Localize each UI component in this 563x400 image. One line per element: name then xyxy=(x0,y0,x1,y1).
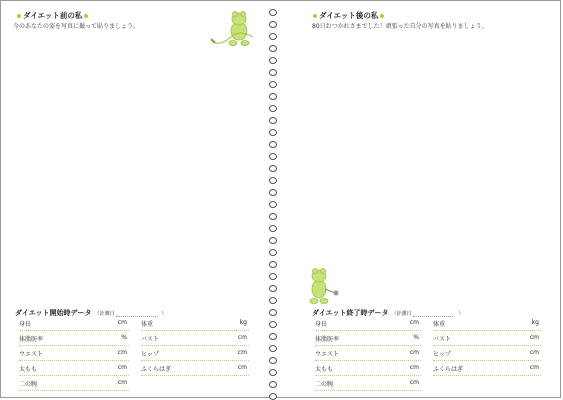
measurement-row[interactable] xyxy=(315,376,421,391)
row-label: 二の腕 xyxy=(19,381,38,388)
row-unit: cm xyxy=(409,319,419,326)
row-label: 体脂肪率 xyxy=(19,336,44,343)
measurement-row[interactable] xyxy=(19,361,129,376)
binding-ring-icon xyxy=(269,93,277,100)
title-text: ダイエット前の私 xyxy=(23,11,83,20)
row-unit: cm xyxy=(117,349,127,356)
row-unit: cm xyxy=(237,364,247,371)
date-label: （計測日 xyxy=(94,311,115,317)
date-close: ） xyxy=(161,311,167,317)
page-subtitle: 80日おつかれさまでした！頑張った自分の写真を貼りましょう。 xyxy=(312,23,488,30)
frog-dumbbell-icon xyxy=(305,267,341,307)
row-unit: cm xyxy=(117,364,127,371)
spiral-binding xyxy=(267,1,281,399)
row-label: バスト xyxy=(433,336,452,343)
binding-ring-icon xyxy=(269,357,277,364)
left-page xyxy=(1,1,266,399)
row-unit: cm xyxy=(409,349,419,356)
bullet-dot-icon xyxy=(313,14,317,18)
row-unit: cm xyxy=(409,364,419,371)
binding-ring-icon xyxy=(269,249,277,256)
row-label: 身長 xyxy=(19,321,32,328)
measurement-row[interactable] xyxy=(19,331,129,346)
binding-ring-icon xyxy=(269,177,277,184)
row-label: ウエスト xyxy=(315,351,340,358)
data-title-text: ダイエット開始時データ xyxy=(15,309,92,317)
row-unit: cm xyxy=(409,379,419,386)
binding-ring-icon xyxy=(269,201,277,208)
binding-ring-icon xyxy=(269,381,277,388)
measurement-row[interactable] xyxy=(315,331,421,346)
row-line xyxy=(433,375,541,376)
binding-ring-icon xyxy=(269,9,277,16)
row-line xyxy=(141,375,249,376)
page-title xyxy=(311,10,386,21)
row-unit: cm xyxy=(529,349,539,356)
binding-ring-icon xyxy=(269,309,277,316)
row-unit: % xyxy=(121,334,127,341)
bullet-dot-icon xyxy=(380,14,384,18)
row-label: 体重 xyxy=(141,321,154,328)
right-page xyxy=(301,1,563,399)
row-unit: kg xyxy=(531,319,539,326)
measurement-row[interactable] xyxy=(433,316,541,331)
page-subtitle: 今のあなたの姿を写真に撮って貼りましょう。 xyxy=(13,23,140,30)
row-unit: kg xyxy=(239,319,247,326)
binding-ring-icon xyxy=(269,297,277,304)
row-label: 体脂肪率 xyxy=(315,336,340,343)
date-label: （計測日 xyxy=(391,311,412,317)
binding-ring-icon xyxy=(269,345,277,352)
row-label: ウエスト xyxy=(19,351,44,358)
row-unit: cm xyxy=(237,334,247,341)
measurement-row[interactable] xyxy=(19,346,129,361)
row-label: 太もも xyxy=(315,366,334,373)
row-label: 太もも xyxy=(19,366,38,373)
binding-ring-icon xyxy=(269,369,277,376)
binding-ring-icon xyxy=(269,165,277,172)
binding-ring-icon xyxy=(269,213,277,220)
row-unit: cm xyxy=(529,334,539,341)
row-label: 体重 xyxy=(433,321,446,328)
row-unit: % xyxy=(413,334,419,341)
measurement-row[interactable] xyxy=(141,361,249,376)
row-label: ヒップ xyxy=(141,351,159,358)
binding-ring-icon xyxy=(269,105,277,112)
measurement-row[interactable] xyxy=(141,316,249,331)
measurement-row[interactable] xyxy=(315,346,421,361)
row-label: 二の腕 xyxy=(315,381,334,388)
binding-ring-icon xyxy=(269,321,277,328)
row-line xyxy=(315,390,421,391)
binding-ring-icon xyxy=(269,129,277,136)
binding-ring-icon xyxy=(269,33,277,40)
binding-ring-icon xyxy=(269,393,277,400)
binding-ring-icon xyxy=(269,273,277,280)
page-title xyxy=(15,10,90,21)
binding-ring-icon xyxy=(269,237,277,244)
measurement-row[interactable] xyxy=(19,376,129,391)
binding-ring-icon xyxy=(269,45,277,52)
row-line xyxy=(19,390,129,391)
binding-ring-icon xyxy=(269,153,277,160)
binding-ring-icon xyxy=(269,69,277,76)
row-label: ふくらはぎ xyxy=(433,366,464,373)
binding-ring-icon xyxy=(269,189,277,196)
measurement-row[interactable] xyxy=(433,331,541,346)
row-label: ヒップ xyxy=(433,351,451,358)
row-unit: cm xyxy=(237,349,247,356)
measurement-row[interactable] xyxy=(19,316,129,331)
bullet-dot-icon xyxy=(84,14,88,18)
binding-ring-icon xyxy=(269,285,277,292)
title-text: ダイエット後の私 xyxy=(319,11,379,20)
row-label: ふくらはぎ xyxy=(141,366,172,373)
binding-ring-icon xyxy=(269,225,277,232)
row-label: 身長 xyxy=(315,321,328,328)
row-unit: cm xyxy=(117,379,127,386)
data-title-text: ダイエット終了時データ xyxy=(312,309,389,317)
row-unit: cm xyxy=(117,319,127,326)
binding-ring-icon xyxy=(269,57,277,64)
measurement-row[interactable] xyxy=(141,346,249,361)
measurement-row[interactable] xyxy=(315,316,421,331)
binding-ring-icon xyxy=(269,333,277,340)
binding-ring-icon xyxy=(269,261,277,268)
measurement-row[interactable] xyxy=(433,346,541,361)
row-unit: cm xyxy=(529,364,539,371)
bullet-dot-icon xyxy=(17,14,21,18)
binding-ring-icon xyxy=(269,141,277,148)
binding-ring-icon xyxy=(269,21,277,28)
measurement-row[interactable] xyxy=(315,361,421,376)
binding-ring-icon xyxy=(269,117,277,124)
frog-jumprope-icon xyxy=(209,11,259,51)
row-label: バスト xyxy=(141,336,160,343)
measurement-row[interactable] xyxy=(141,331,249,346)
binding-ring-icon xyxy=(269,81,277,88)
date-close: ） xyxy=(458,311,464,317)
measurement-row[interactable] xyxy=(433,361,541,376)
